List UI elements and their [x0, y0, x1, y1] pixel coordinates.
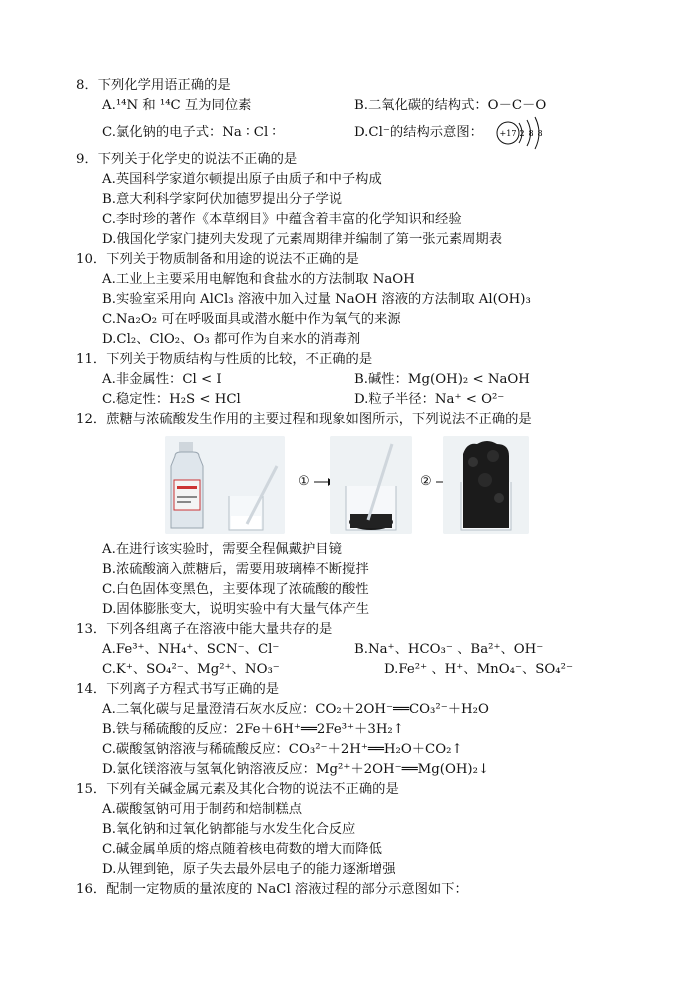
q11-option-d: D.粒子半径：Na⁺ < O²⁻: [354, 392, 505, 407]
q11-option-b: B.碱性：Mg(OH)₂ < NaOH: [354, 372, 530, 387]
q8-option-d: D.Cl⁻的结构示意图：: [354, 125, 483, 140]
q10-option-c: C.Na₂O₂ 可在呼吸面具或潜水艇中作为氧气的来源: [102, 312, 401, 327]
shell-2-count: 8: [528, 129, 534, 138]
q9-option-b: B.意大利科学家阿伏加德罗提出分子学说: [102, 192, 343, 207]
q9-option-a: A.英国科学家道尔顿提出原子由质子和中子构成: [102, 172, 382, 187]
q14-stem: 14．下列离子方程式书写正确的是: [76, 682, 280, 697]
photo-carbon-expanding: [443, 436, 529, 534]
q15-option-b: B.氧化钠和过氧化钠都能与水发生化合反应: [102, 822, 356, 837]
q10-option-d: D.Cl₂、ClO₂、O₃ 都可作为自来水的消毒剂: [102, 332, 361, 347]
nucleus-charge: +17: [499, 129, 517, 138]
q13-option-c: C.K⁺、SO₄²⁻、Mg²⁺、NO₃⁻: [102, 662, 280, 677]
q10-option-b: B.实验室采用向 AlCl₃ 溶液中加入过量 NaOH 溶液的方法制取 Al(OH)₃: [102, 292, 531, 307]
step-1-label: ①: [298, 474, 310, 489]
q15-option-d: D.从锂到铯，原子失去最外层电子的能力逐渐增强: [102, 862, 396, 877]
q13-option-d: D.Fe²⁺ 、H⁺、MnO₄⁻、SO₄²⁻: [384, 662, 573, 677]
q15-option-a: A.碳酸氢钠可用于制药和焙制糕点: [102, 802, 302, 817]
q14-option-c: C.碳酸氢钠溶液与稀硫酸反应：CO₃²⁻＋2H⁺══H₂O＋CO₂↑: [102, 742, 463, 757]
q12-stem: 12．蔗糖与浓硫酸发生作用的主要过程和现象如图所示，下列说法不正确的是: [76, 412, 532, 427]
shell-3-count: 8: [537, 129, 543, 138]
q8-option-a: A.¹⁴N 和 ¹⁴C 互为同位素: [102, 98, 252, 113]
q14-option-d: D.氯化镁溶液与氢氧化钠溶液反应：Mg²⁺＋2OH⁻══Mg(OH)₂↓: [102, 762, 490, 777]
q12-option-d: D.固体膨胀变大，说明实验中有大量气体产生: [102, 602, 370, 617]
q12-option-b: B.浓硫酸滴入蔗糖后，需要用玻璃棒不断搅拌: [102, 562, 369, 577]
q14-option-a: A.二氧化碳与足量澄清石灰水反应：CO₂＋2OH⁻══CO₃²⁻＋H₂O: [102, 702, 489, 717]
q15-stem: 15．下列有关碱金属元素及其化合物的说法不正确的是: [76, 782, 399, 797]
step-2-label: ②: [420, 474, 432, 489]
shell-1-count: 2: [519, 129, 525, 138]
q11-option-c: C.稳定性：H₂S < HCl: [102, 392, 241, 407]
q10-option-a: A.工业上主要采用电解饱和食盐水的方法制取 NaOH: [102, 272, 415, 287]
q9-option-d: D.俄国化学家门捷列夫发现了元素周期律并编制了第一张元素周期表: [102, 232, 503, 247]
q12-option-c: C.白色固体变黑色，主要体现了浓硫酸的酸性: [102, 582, 369, 597]
q13-option-b: B.Na⁺、HCO₃⁻ 、Ba²⁺、OH⁻: [354, 642, 544, 657]
q13-option-a: A.Fe³⁺、NH₄⁺、SCN⁻、Cl⁻: [102, 642, 280, 657]
q9-option-c: C.李时珍的著作《本草纲目》中蕴含着丰富的化学知识和经验: [102, 212, 462, 227]
q8-option-c: C.氯化钠的电子式：Na ∶ Cl ∶: [102, 125, 276, 140]
photo-sugar-turning-black: [330, 436, 412, 534]
q13-stem: 13．下列各组离子在溶液中能大量共存的是: [76, 622, 333, 637]
photo-sulfuric-acid-and-sugar: [165, 436, 285, 534]
q8-option-b: B.二氧化碳的结构式：O－C－O: [354, 98, 547, 113]
q9-stem: 9．下列关于化学史的说法不正确的是: [76, 152, 298, 167]
q11-stem: 11．下列关于物质结构与性质的比较，不正确的是: [76, 352, 373, 367]
arrow-step-1: [298, 474, 334, 489]
cl-ion-structure-diagram: [490, 114, 550, 152]
q16-stem: 16．配制一定物质的量浓度的 NaCl 溶液过程的部分示意图如下：: [76, 882, 468, 897]
q11-option-a: A.非金属性：Cl < I: [102, 372, 222, 387]
q14-option-b: B.铁与稀硫酸的反应：2Fe＋6H⁺══2Fe³⁺＋3H₂↑: [102, 722, 404, 737]
q15-option-c: C.碱金属单质的熔点随着核电荷数的增大而降低: [102, 842, 382, 857]
q12-option-a: A.在进行该实验时，需要全程佩戴护目镜: [102, 542, 342, 557]
q10-stem: 10．下列关于物质制备和用途的说法不正确的是: [76, 252, 359, 267]
q8-stem: 8．下列化学用语正确的是: [76, 78, 231, 93]
